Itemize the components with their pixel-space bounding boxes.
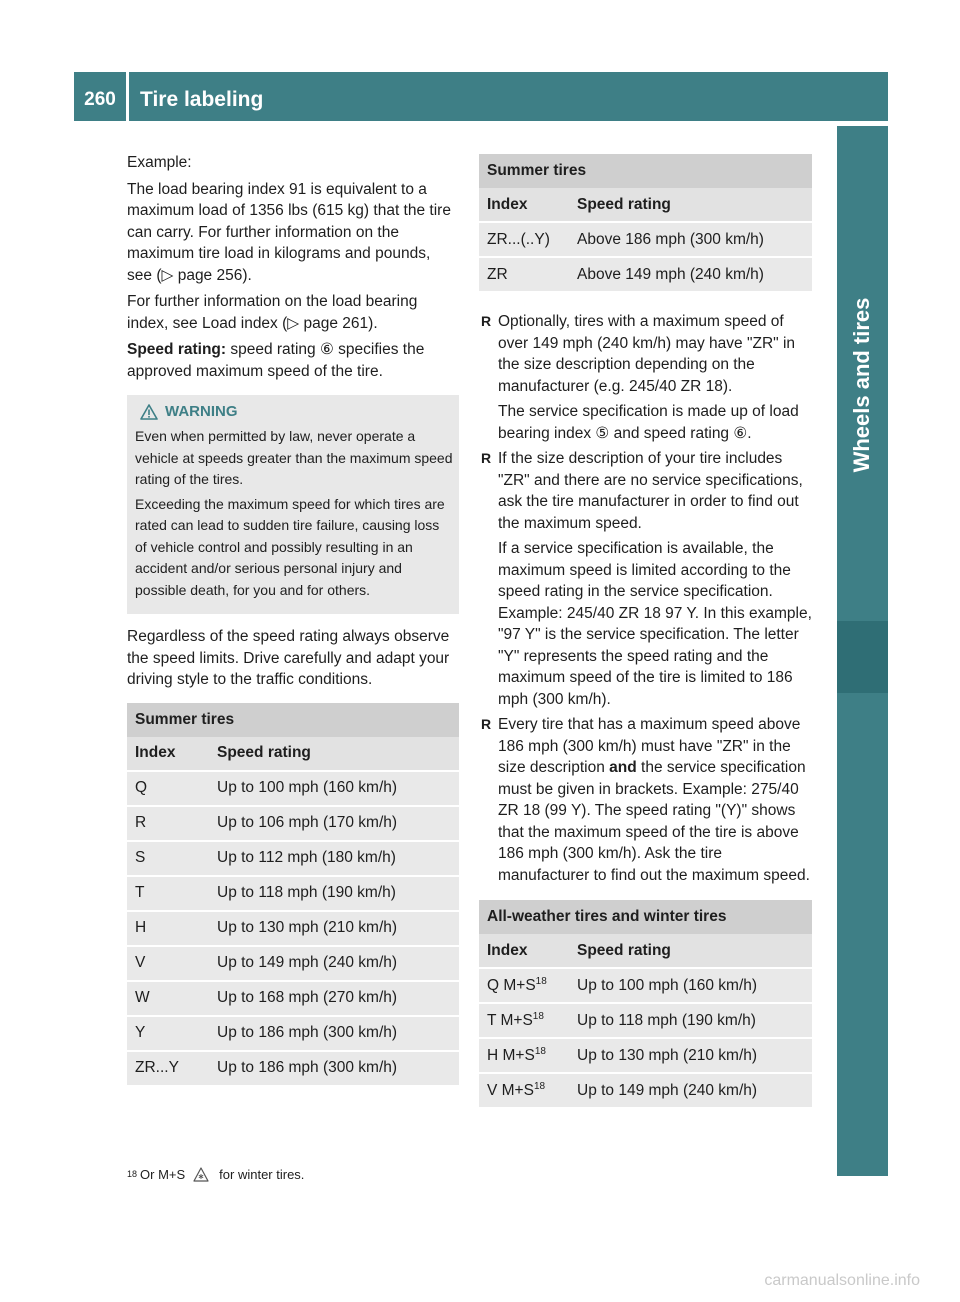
bullet-text: If the size description of your tire includes "ZR" and there are no service specifications, ask the tire manufacturer in order to find out the maximum speed. <box>498 450 803 532</box>
index-cell: T <box>127 876 209 911</box>
example-paragraph <box>127 179 459 287</box>
table-row <box>479 1003 812 1038</box>
bullet-text: the service specification must be given in brackets. Example: 275/40 ZR 18 (99 Y). The speed rating "(Y)" shows that the maximum speed of the tire is above 186 mph (300 km/h). Ask the tire manufacturer to find out the maximum speed. <box>498 759 810 884</box>
table-caption: Summer tires <box>479 154 812 188</box>
bullet-bold-word: and <box>609 759 637 776</box>
speed-cell: Up to 149 mph (240 km/h) <box>209 946 459 981</box>
table-row <box>479 1073 812 1107</box>
table-header-row <box>127 737 459 771</box>
left-column <box>127 152 459 1085</box>
footnote-text-post: for winter tires. <box>219 1166 305 1182</box>
table-row <box>127 911 459 946</box>
table-row <box>479 257 812 291</box>
page-ref-link[interactable]: (▷ page 256). <box>156 266 252 284</box>
footnote <box>127 1166 304 1182</box>
speed-cell: Up to 186 mph (300 km/h) <box>209 1016 459 1051</box>
index-cell <box>479 1003 569 1038</box>
footnote-mark[interactable]: 18 <box>535 975 547 987</box>
list-item <box>479 448 812 710</box>
index-cell: ZR <box>479 257 569 291</box>
speed-cell: Up to 106 mph (170 km/h) <box>209 806 459 841</box>
list-item <box>479 714 812 886</box>
footnote-number: 18 <box>127 1169 138 1179</box>
footnote-text-pre: Or M+S <box>140 1166 186 1182</box>
footnote-mark[interactable]: 18 <box>533 1080 546 1092</box>
example-text: The load bearing index 91 is equivalent to a maximum load of 1356 lbs (615 kg) that the tire can carry. For further information on the maximum tire load in kilograms and pounds, see <box>127 180 451 284</box>
table-caption-row <box>127 703 459 737</box>
table-header-row <box>479 934 812 968</box>
index-value: T M+S <box>487 1012 533 1030</box>
watermark: carmanualsonline.info <box>764 1272 920 1289</box>
speed-cell: Up to 112 mph (180 km/h) <box>209 841 459 876</box>
footnote-mark[interactable]: 18 <box>532 1010 544 1022</box>
header-divider <box>126 72 129 121</box>
warning-text: Even when permitted by law, never operate a vehicle at speeds greater than the maximum speed rating of the tires. <box>135 428 453 487</box>
load-index-paragraph <box>127 291 459 334</box>
speed-rating-label: Speed rating: <box>127 341 227 358</box>
chapter-label: Wheels and tires <box>849 297 874 473</box>
table-row <box>127 1051 459 1085</box>
page-header <box>74 72 888 121</box>
index-value: H M+S <box>487 1047 535 1065</box>
index-cell: V <box>127 946 209 981</box>
warning-text: Exceeding the maximum speed for which tires are rated can lead to sudden tire failure, causing loss of vehicle control and possibly resulting in an accident and/or serious personal injury and possible death, for you and for others. <box>135 495 445 598</box>
warning-box <box>127 395 459 614</box>
speed-cell: Up to 186 mph (300 km/h) <box>209 1051 459 1085</box>
summer-tires-table <box>127 703 459 1085</box>
index-cell: H <box>127 911 209 946</box>
speed-cell: Above 149 mph (240 km/h) <box>569 257 812 291</box>
bullet-subtext: The service specification is made up of load bearing index ⑤ and speed rating ⑥. <box>498 403 799 442</box>
index-value: Q M+S <box>487 977 536 995</box>
table-row <box>127 771 459 806</box>
table-row <box>127 841 459 876</box>
table-caption-row <box>479 900 812 934</box>
summer-tires-zr-table <box>479 154 812 291</box>
column-header-index: Index <box>479 188 569 222</box>
speed-cell: Up to 130 mph (210 km/h) <box>569 1038 812 1073</box>
index-cell <box>479 968 569 1003</box>
bullet-list <box>479 311 812 886</box>
index-value: V M+S <box>487 1082 534 1100</box>
page-title: Tire labeling <box>140 88 264 111</box>
table-row <box>479 222 812 257</box>
table-caption-row <box>479 154 812 188</box>
column-header-speed: Speed rating <box>569 188 812 222</box>
index-cell <box>479 1038 569 1073</box>
speed-cell: Up to 118 mph (190 km/h) <box>569 1003 812 1038</box>
warning-triangle-icon <box>140 404 158 420</box>
warning-title: WARNING <box>165 403 238 420</box>
page-number: 260 <box>84 89 116 110</box>
bullet-subtext: If a service specification is available, the maximum speed is limited according to the speed rating in the service specification. Example: 245/40 ZR 18 97 Y. In this example, "97 Y" is the service specification. The letter "Y" represents the speed rating and the maximum speed of the tire is limited to 186 mph (300 km/h). <box>498 540 812 708</box>
page-ref-link[interactable]: (▷ page 261). <box>282 314 378 332</box>
table-row <box>127 946 459 981</box>
winter-tires-table <box>479 900 812 1107</box>
column-header-speed: Speed rating <box>569 934 812 968</box>
footnote-mark[interactable]: 18 <box>534 1045 546 1057</box>
load-index-text: For further information on the load bearing index, see Load index <box>127 293 418 332</box>
speed-cell: Up to 100 mph (160 km/h) <box>209 771 459 806</box>
list-item <box>479 311 812 444</box>
speed-rating-paragraph <box>127 339 459 382</box>
bullet-text: Every tire that has a maximum speed above 186 mph (300 km/h) must have "ZR" in the size description <box>498 716 801 776</box>
index-cell: Q <box>127 771 209 806</box>
speed-cell: Up to 149 mph (240 km/h) <box>569 1073 812 1107</box>
speed-cell: Up to 100 mph (160 km/h) <box>569 968 812 1003</box>
speed-cell: Up to 118 mph (190 km/h) <box>209 876 459 911</box>
index-cell <box>479 1073 569 1107</box>
table-caption: Summer tires <box>127 703 459 737</box>
speed-rating-text: speed rating ⑥ specifies the approved maximum speed of the tire. <box>127 341 425 380</box>
index-cell: ZR...(..Y) <box>479 222 569 257</box>
column-header-index: Index <box>127 737 209 771</box>
table-row <box>127 1016 459 1051</box>
index-cell: S <box>127 841 209 876</box>
speed-cell: Up to 168 mph (270 km/h) <box>209 981 459 1016</box>
right-column <box>479 154 812 1107</box>
chapter-side-marker <box>837 621 888 693</box>
table-row <box>479 968 812 1003</box>
example-label: Example: <box>127 154 192 171</box>
index-cell: ZR...Y <box>127 1051 209 1085</box>
snowflake-mountain-icon <box>193 1166 209 1182</box>
regardless-paragraph: Regardless of the speed rating always observe the speed limits. Drive carefully and adapt your driving style to the traffic conditions. <box>127 628 450 688</box>
table-header-row <box>479 188 812 222</box>
table-row <box>127 876 459 911</box>
index-cell: Y <box>127 1016 209 1051</box>
speed-cell: Up to 130 mph (210 km/h) <box>209 911 459 946</box>
table-row <box>127 806 459 841</box>
index-cell: W <box>127 981 209 1016</box>
index-cell: R <box>127 806 209 841</box>
warning-header <box>135 403 453 420</box>
table-row <box>127 981 459 1016</box>
table-caption: All-weather tires and winter tires <box>479 900 812 934</box>
speed-cell: Above 186 mph (300 km/h) <box>569 222 812 257</box>
bullet-text: Optionally, tires with a maximum speed of over 149 mph (240 km/h) may have "ZR" in the size description depending on the manufacturer (e.g. 245/40 ZR 18). <box>498 313 796 395</box>
table-row <box>479 1038 812 1073</box>
column-header-speed: Speed rating <box>209 737 459 771</box>
column-header-index: Index <box>479 934 569 968</box>
